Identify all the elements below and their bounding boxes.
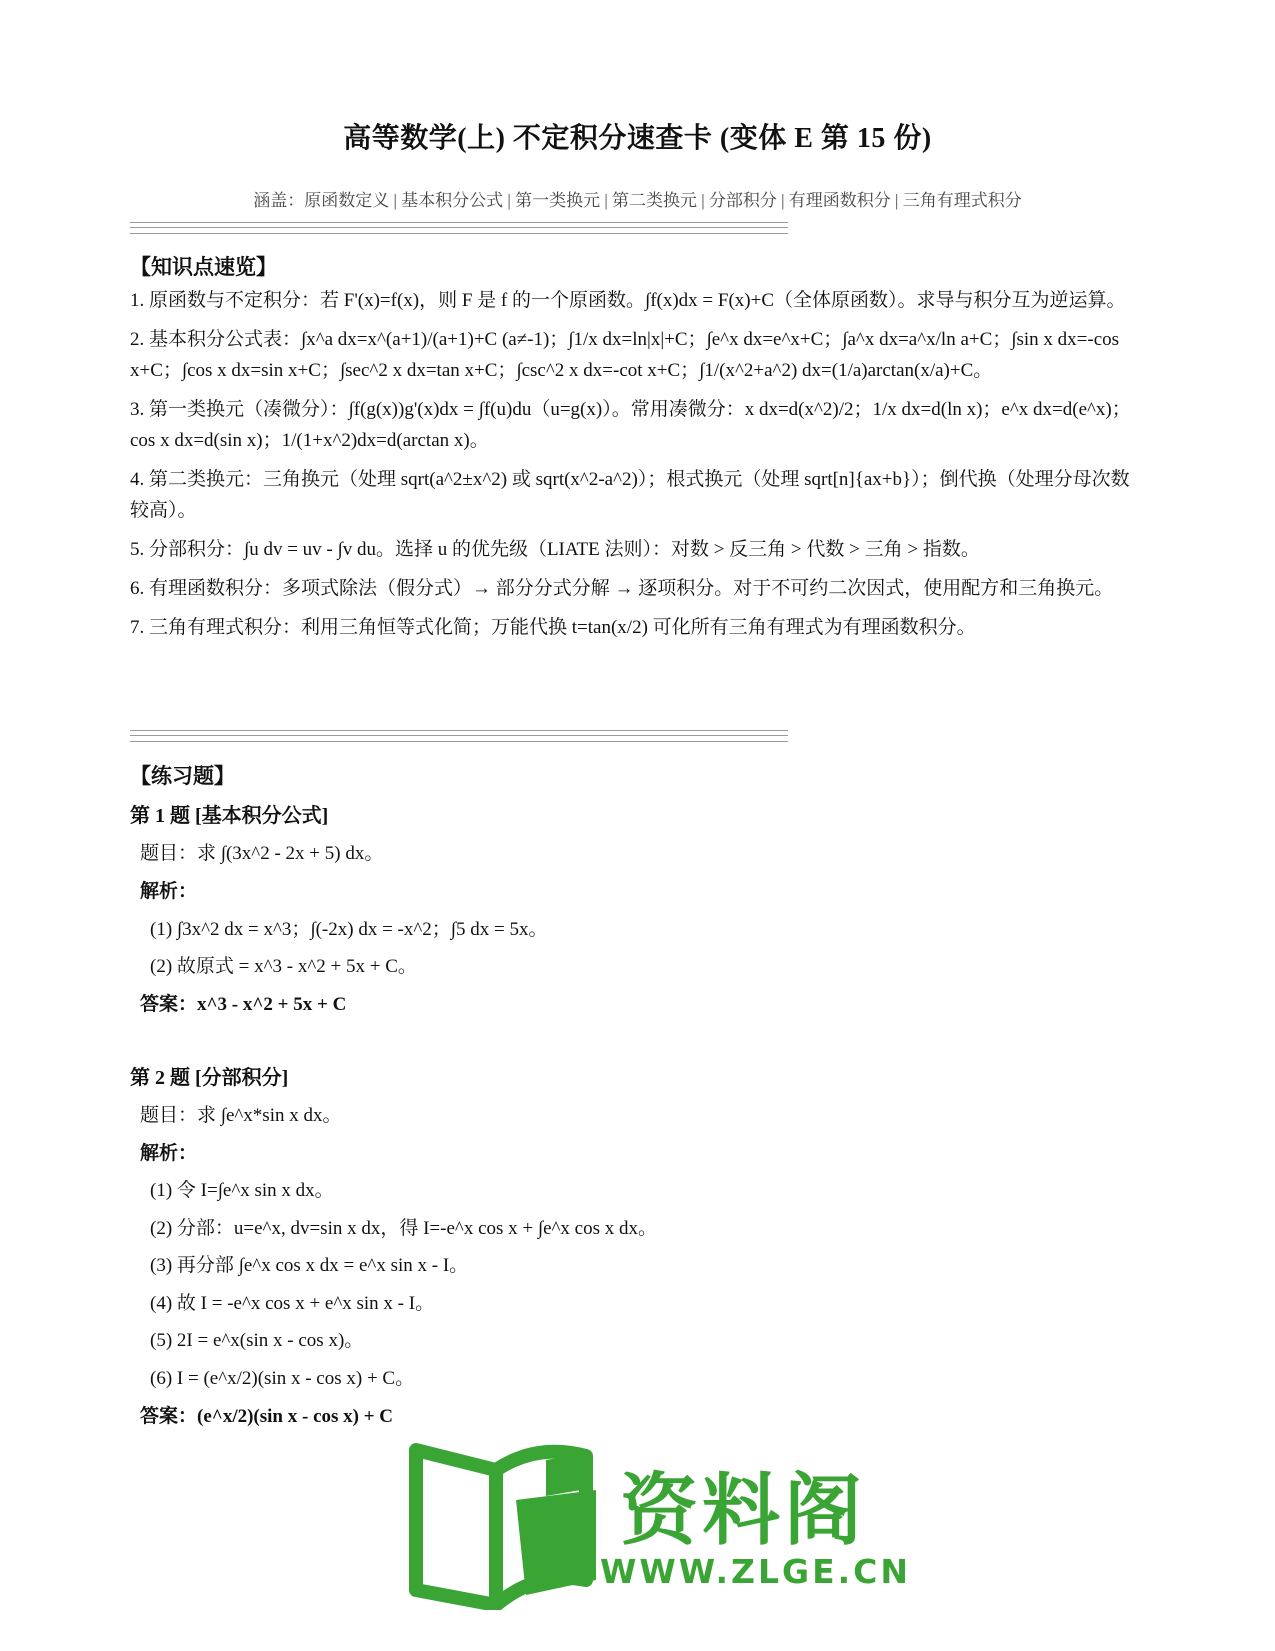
page-subtitle: 涵盖：原函数定义 | 基本积分公式 | 第一类换元 | 第二类换元 | 分部积分 | 有理函数积分 | 三角有理式积分 [253,191,1022,210]
watermark-url: WWW.ZLGE.CN [600,1552,912,1591]
question-2-step: (6) I = (e^x/2)(sin x - cos x) + C。 [150,1368,415,1389]
question-1-step: (2) 故原式 = x^3 - x^2 + 5x + C。 [150,956,417,977]
knowledge-item: 3. 第一类换元（凑微分）：∫f(g(x))g'(x)dx = ∫f(u)du（u=g(x)）。常用凑微分：x dx=d(x^2)/2；1/x dx=d(ln x)；e^x dx=d(e^x)；cos x dx=d(sin x)；1/(1+x^2)dx=d(arctan x)。 [130,399,1131,451]
answer-text: (e^x/2)(sin x - cos x) + C [197,1406,394,1427]
question-2-step: (1) 令 I=∫e^x sin x dx。 [150,1180,334,1201]
question-2-prompt: 题目：求 ∫e^x*sin x dx。 [140,1105,342,1126]
watermark-name: 资料阁 [620,1466,867,1556]
knowledge-item: 6. 有理函数积分：多项式除法（假分式）→ 部分分式分解 → 逐项积分。对于不可约二次因式，使用配方和三角换元。 [130,578,1114,599]
knowledge-list [130,285,1142,651]
knowledge-item: 5. 分部积分：∫u dv = uv - ∫v du。选择 u 的优先级（LIATE 法则）：对数 > 反三角 > 代数 > 三角 > 指数。 [130,539,980,560]
knowledge-item: 2. 基本积分公式表：∫x^a dx=x^(a+1)/(a+1)+C (a≠-1)；∫1/x dx=ln|x|+C；∫e^x dx=e^x+C；∫a^x dx=a^x/ln a+C；∫sin x dx=-cos x+C；∫cos x dx=sin x+C；∫sec^2 x dx=tan x+C；∫csc^2 x dx=-cot x+C；∫1/(x^2+a^2) dx=(1/a)arctan(x/a)+C。 [130,329,1120,381]
divider-middle [130,730,788,742]
knowledge-item: 4. 第二类换元：三角换元（处理 sqrt(a^2±x^2) 或 sqrt(x^2-a^2)）；根式换元（处理 sqrt[n]{ax+b}）；倒代换（处理分母次数较高）。 [130,469,1130,521]
question-2-step: (4) 故 I = -e^x cos x + e^x sin x - I。 [150,1293,435,1314]
answer-label: 答案： [140,994,198,1015]
question-1-analysis-label: 解析： [140,881,198,902]
practice-heading: 【练习题】 [130,764,235,788]
question-1-answer [140,989,346,1016]
divider-top [130,222,788,234]
question-2-step: (3) 再分部 ∫e^x cos x dx = e^x sin x - I。 [150,1255,469,1276]
question-1-title: 第 1 题 [基本积分公式] [130,805,329,827]
question-1-prompt: 题目：求 ∫(3x^2 - 2x + 5) dx。 [140,843,384,864]
page-title: 高等数学(上) 不定积分速查卡 (变体 E 第 15 份) [343,123,932,154]
answer-label: 答案： [140,1406,198,1427]
question-2-title: 第 2 题 [分部积分] [130,1067,289,1089]
question-1-step: (1) ∫3x^2 dx = x^3；∫(-2x) dx = -x^2；∫5 dx = 5x。 [150,919,548,940]
question-2-analysis-label: 解析： [140,1143,198,1164]
knowledge-item: 1. 原函数与不定积分：若 F'(x)=f(x)，则 F 是 f 的一个原函数。∫f(x)dx = F(x)+C（全体原函数）。求导与积分互为逆运算。 [130,290,1126,311]
question-2-step: (5) 2I = e^x(sin x - cos x)。 [150,1330,364,1351]
answer-text: x^3 - x^2 + 5x + C [197,994,347,1015]
knowledge-item: 7. 三角有理式积分：利用三角恒等式化简；万能代换 t=tan(x/2) 可化所有三角有理式为有理函数积分。 [130,617,976,638]
question-2-answer [140,1401,393,1428]
question-2-step: (2) 分部：u=e^x, dv=sin x dx，得 I=-e^x cos x + ∫e^x cos x dx。 [150,1218,657,1239]
knowledge-heading: 【知识点速览】 [130,255,277,279]
